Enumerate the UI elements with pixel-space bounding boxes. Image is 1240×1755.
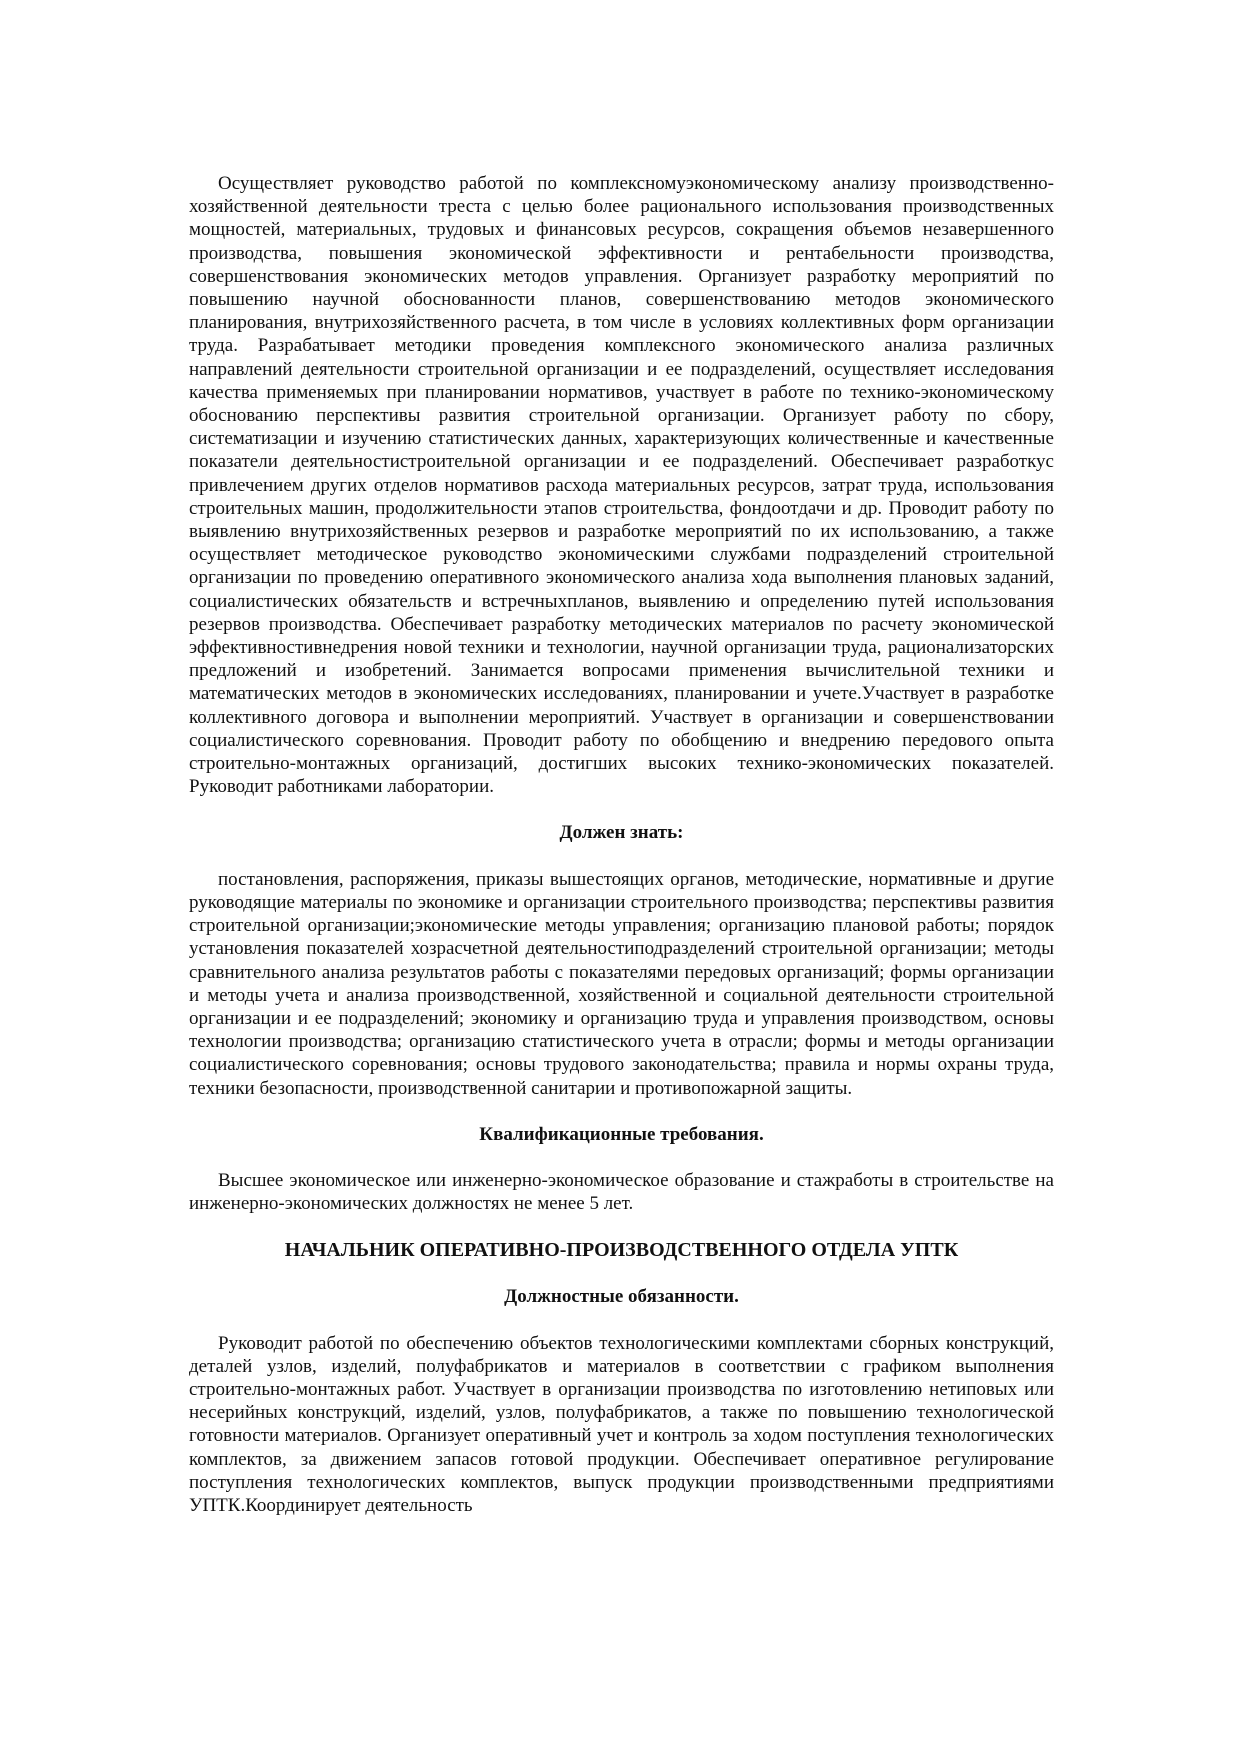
spacer — [189, 1309, 1054, 1332]
section-heading-duties: Должностные обязанности. — [504, 1286, 739, 1308]
position-title: НАЧАЛЬНИК ОПЕРАТИВНО-ПРОИЗВОДСТВЕННОГО ОТДЕЛА УПТК — [284, 1239, 959, 1262]
body-paragraph-must-know: постановления, распоряжения, приказы вышестоящих органов, методические, нормативные и другие руководящие материалы по экономике и организации строительного производства; перспективы развития строительной организации;экономические методы управления; организацию плановой работы; порядок установления показателей хозрасчетной деятельностиподразделений строительной организации; методы сравнительного анализа результатов работы с показателями передовых организаций; формы организации и методы учета и анализа производственной, хозяйственной и социальной деятельности строительной организации и ее подразделений; экономику и организацию труда и управления производством, основы технологии производства; организацию статистического учета в отрасли; формы и методы организации социалистического соревнования; основы трудового законодательства; правила и нормы охраны труда, техники безопасности, производственной санитарии и противопожарной защиты. — [189, 868, 1054, 1099]
body-paragraph-qualification: Высшее экономическое или инженерно-экономическое образование и стажработы в строительстве на инженерно-экономических должностях не менее 5 лет. — [189, 1169, 1054, 1215]
section-heading-qualification: Квалификационные требования. — [479, 1123, 764, 1145]
body-paragraph-duties: Руководит работой по обеспечению объектов технологическими комплектами сборных конструкций, деталей узлов, изделий, полуфабрикатов и материалов в соответствии с графиком выполнения строительно-монтажных работ. Участвует в организации производства по изготовлению нетиповых или несерийных конструкций, изделий, узлов, полуфабрикатов, а также по повышению технологической готовности материалов. Организует оперативный учет и контроль за ходом поступления технологических комплектов, за движением запасов готовой продукции. Обеспечивает оперативное регулирование поступления технологических комплектов, выпуск продукции производственными предприятиями УПТК.Координирует деятельность — [189, 1332, 1054, 1516]
spacer — [189, 1146, 1054, 1169]
spacer — [189, 798, 1054, 821]
spacer — [189, 1100, 1054, 1123]
body-paragraph-responsibilities: Осуществляет руководство работой по комплексномуэкономическому анализу производственно-хозяйственной деятельности треста с целью более рационального использования производственных мощностей, материальных, трудовых и финансовых ресурсов, сокращения объемов незавершенного производства, повышения экономической эффективности и рентабельности производства, совершенствования экономических методов управления. Организует разработку мероприятий по повышению научной обоснованности планов, совершенствованию методов экономического планирования, внутрихозяйственного расчета, в том числе в условиях коллективных форм организации труда. Разрабатывает методики проведения комплексного экономического анализа различных направлений деятельности строительной организации и ее подразделений, осуществляет исследования качества применяемых при планировании нормативов, участвует в работе по технико-экономическому обоснованию перспективы развития строительной организации. Организует работу по сбору, систематизации и изучению статистических данных, характеризующих количественные и качественные показатели деятельностистроительной организации и ее подразделений. Обеспечивает разработкус привлечением других отделов нормативов расхода материальных ресурсов, затрат труда, использования строительных машин, продолжительности этапов строительства, фондоотдачи и др. Проводит работу по выявлению внутрихозяйственных резервов и разработке мероприятий по их использованию, а также осуществляет методическое руководство экономическими службами подразделений строительной организации по проведению оперативного экономического анализа хода выполнения плановых заданий, социалистических обязательств и встречныхпланов, выявлению и определению путей использования резервов производства. Обеспечивает разработку методических материалов по расчету экономической эффективностивнедрения новой техники и технологии, научной организации труда, рационализаторских предложений и изобретений. Занимается вопросами применения вычислительной техники и математических методов в экономических исследованиях, планировании и учете.Участвует в разработке коллективного договора и выполнении мероприятий. Участвует в организации и совершенствовании социалистического соревнования. Проводит работу по обобщению и внедрению передового опыта строительно-монтажных организаций, достигших высоких технико-экономических показателей. Руководит работниками лаборатории. — [189, 173, 1054, 798]
spacer — [189, 845, 1054, 868]
section-heading-must-know: Должен знать: — [559, 822, 684, 844]
spacer — [189, 1215, 1054, 1238]
spacer — [189, 1262, 1054, 1285]
document-page — [189, 172, 1054, 1517]
